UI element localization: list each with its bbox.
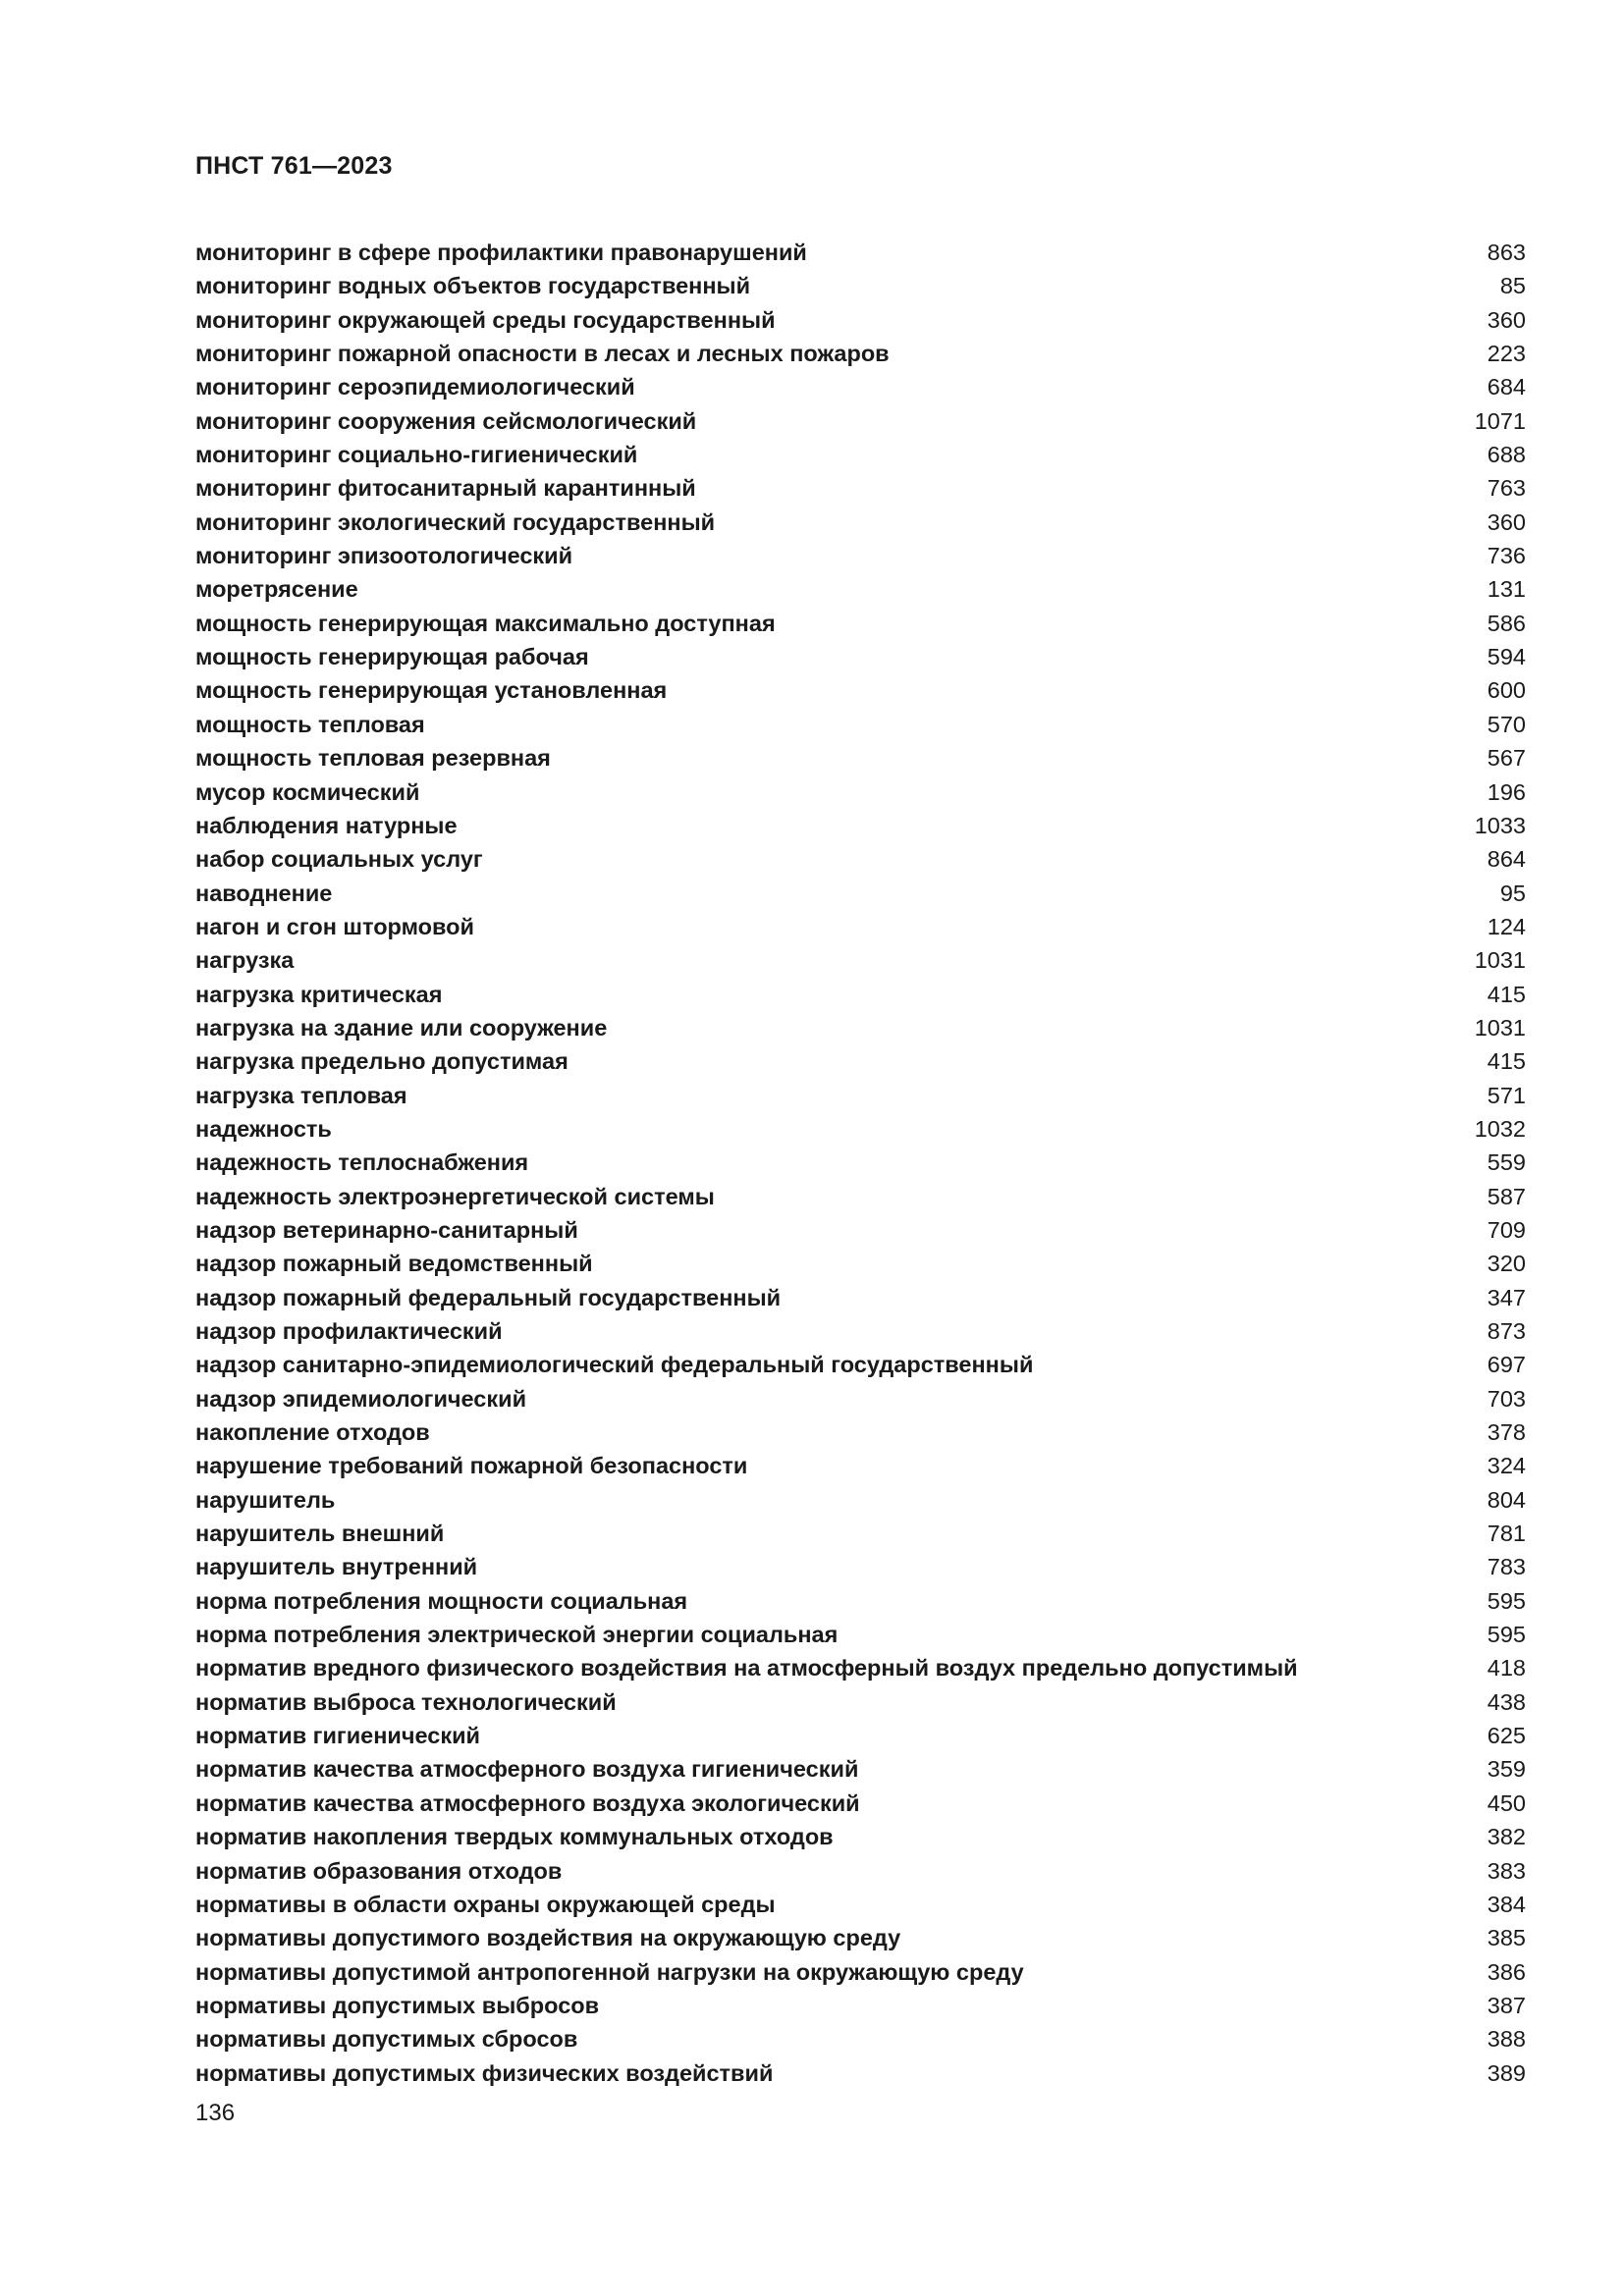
index-entry	[195, 1989, 1526, 2022]
index-term: нарушитель	[195, 1486, 336, 1513]
index-entry	[195, 1752, 1526, 1786]
index-entry	[195, 607, 1526, 640]
index-entry	[195, 506, 1526, 539]
index-page-ref: 763	[1487, 475, 1526, 502]
index-entry	[195, 673, 1526, 707]
index-entry	[195, 1044, 1526, 1078]
index-page-ref: 359	[1487, 1756, 1526, 1783]
index-term: наводнение	[195, 880, 333, 906]
index-entry	[195, 1180, 1526, 1213]
index-term: нарушитель внешний	[195, 1521, 445, 1547]
index-entry	[195, 910, 1526, 943]
index-term: мониторинг фитосанитарный карантинный	[195, 475, 696, 502]
index-entry	[195, 2056, 1526, 2090]
index-entry	[195, 877, 1526, 910]
index-entry	[195, 1213, 1526, 1247]
index-page-ref: 600	[1487, 677, 1526, 704]
index-page-ref: 783	[1487, 1554, 1526, 1580]
index-entry	[195, 1314, 1526, 1348]
index-term: нагрузка критическая	[195, 981, 443, 1007]
index-page-ref: 567	[1487, 745, 1526, 772]
index-page-ref: 1032	[1474, 1115, 1526, 1142]
index-page-ref: 873	[1487, 1318, 1526, 1344]
index-term: мусор космический	[195, 778, 420, 805]
index-term: мониторинг водных объектов государственный	[195, 273, 751, 299]
document-header: ПНСТ 761—2023	[195, 152, 393, 180]
index-term: надзор пожарный федеральный государственный	[195, 1284, 782, 1310]
page-number: 136	[195, 2100, 236, 2126]
index-page-ref: 95	[1499, 880, 1526, 906]
index-page-ref: 595	[1487, 1587, 1526, 1614]
index-entry	[195, 1685, 1526, 1719]
index-entry	[195, 1888, 1526, 1921]
index-term: мощность тепловая резервная	[195, 745, 551, 772]
index-page-ref: 1071	[1474, 407, 1526, 434]
index-term: надежность теплоснабжения	[195, 1149, 529, 1176]
index-page-ref: 85	[1499, 273, 1526, 299]
index-term: надежность электроэнергетической системы	[195, 1183, 715, 1209]
index-page-ref: 688	[1487, 442, 1526, 468]
index-entry	[195, 1921, 1526, 1954]
index-entry	[195, 1955, 1526, 1989]
index-entry	[195, 1854, 1526, 1888]
index-term: надзор ветеринарно-санитарный	[195, 1216, 578, 1243]
index-page-ref: 559	[1487, 1149, 1526, 1176]
index-entry	[195, 775, 1526, 809]
index-page-ref: 415	[1487, 1048, 1526, 1075]
index-page-ref: 703	[1487, 1385, 1526, 1412]
index-page-ref: 571	[1487, 1082, 1526, 1108]
index-entry	[195, 1719, 1526, 1752]
index-term: надзор санитарно-эпидемиологический федеральный государственный	[195, 1352, 1034, 1378]
index-page-ref: 320	[1487, 1251, 1526, 1277]
index-entry	[195, 303, 1526, 337]
index-term: нарушитель внутренний	[195, 1554, 478, 1580]
index-term: надзор пожарный ведомственный	[195, 1251, 593, 1277]
index-page-ref: 1031	[1474, 947, 1526, 974]
index-term: нагрузка предельно допустимая	[195, 1048, 568, 1075]
index-page-ref: 388	[1487, 2026, 1526, 2053]
index-term: набор социальных услуг	[195, 846, 483, 873]
index-entry	[195, 1348, 1526, 1381]
index-entry	[195, 1247, 1526, 1280]
index-entry	[195, 1281, 1526, 1314]
index-term: норматив качества атмосферного воздуха экологический	[195, 1789, 860, 1816]
index-term: мощность генерирующая максимально доступная	[195, 610, 776, 636]
index-page-ref: 804	[1487, 1486, 1526, 1513]
index-entry	[195, 1112, 1526, 1146]
index-entry	[195, 1517, 1526, 1550]
index-entry	[195, 1146, 1526, 1179]
index-page-ref: 347	[1487, 1284, 1526, 1310]
index-entry	[195, 2022, 1526, 2056]
index-term: мониторинг экологический государственный	[195, 508, 716, 535]
index-entry	[195, 640, 1526, 673]
index-term: мощность генерирующая рабочая	[195, 644, 589, 670]
index-entry	[195, 842, 1526, 876]
index-term: норма потребления мощности социальная	[195, 1587, 688, 1614]
index-term: норматив накопления твердых коммунальных отходов	[195, 1824, 834, 1850]
index-page-ref: 385	[1487, 1925, 1526, 1951]
index-term: норма потребления электрической энергии социальная	[195, 1622, 839, 1648]
index-term: мониторинг эпизоотологический	[195, 543, 573, 569]
index-term: нормативы допустимых выбросов	[195, 1992, 600, 2018]
index-entry	[195, 236, 1526, 269]
index-entry	[195, 1651, 1526, 1684]
index-entry	[195, 741, 1526, 774]
index-page-ref: 587	[1487, 1183, 1526, 1209]
index-term: мониторинг окружающей среды государственный	[195, 306, 776, 333]
index-page-ref: 387	[1487, 1992, 1526, 2018]
index-page-ref: 386	[1487, 1958, 1526, 1985]
index-page-ref: 1033	[1474, 812, 1526, 838]
index-entry	[195, 1079, 1526, 1112]
index-page-ref: 438	[1487, 1688, 1526, 1715]
index-page-ref: 383	[1487, 1857, 1526, 1884]
index-entry	[195, 978, 1526, 1011]
index-page-ref: 324	[1487, 1453, 1526, 1479]
index-page-ref: 382	[1487, 1824, 1526, 1850]
index-entry	[195, 1618, 1526, 1651]
index-page-ref: 223	[1487, 341, 1526, 367]
index-term: мониторинг сероэпидемиологический	[195, 374, 635, 400]
index-page-ref: 595	[1487, 1622, 1526, 1648]
index-term: нормативы допустимого воздействия на окружающую среду	[195, 1925, 901, 1951]
index-entry	[195, 1584, 1526, 1618]
index-term: мониторинг социально-гигиенический	[195, 442, 638, 468]
index-page-ref: 131	[1487, 576, 1526, 603]
index-term: накопление отходов	[195, 1419, 430, 1446]
index-page-ref: 625	[1487, 1723, 1526, 1749]
index-page-ref: 1031	[1474, 1014, 1526, 1041]
index-page-ref: 124	[1487, 913, 1526, 939]
index-term: норматив гигиенический	[195, 1723, 480, 1749]
index-entry	[195, 404, 1526, 438]
index-entry	[195, 1787, 1526, 1820]
index-entry	[195, 1550, 1526, 1583]
index-page-ref: 360	[1487, 508, 1526, 535]
index-entry	[195, 943, 1526, 977]
index-term: мониторинг пожарной опасности в лесах и лесных пожаров	[195, 341, 890, 367]
index-term: моретрясение	[195, 576, 358, 603]
index-term: наблюдения натурные	[195, 812, 458, 838]
index-term: норматив выброса технологический	[195, 1688, 617, 1715]
index-term: мониторинг в сфере профилактики правонарушений	[195, 240, 807, 265]
index-page-ref: 586	[1487, 610, 1526, 636]
index-page-ref: 594	[1487, 644, 1526, 670]
index-term: нормативы допустимой антропогенной нагрузки на окружающую среду	[195, 1958, 1024, 1985]
index-page-ref: 389	[1487, 2059, 1526, 2086]
index-entry	[195, 809, 1526, 842]
index-entry	[195, 1415, 1526, 1449]
index-term: нагрузка	[195, 947, 295, 974]
index-page-ref: 864	[1487, 846, 1526, 873]
index-term: надзор профилактический	[195, 1318, 503, 1344]
index-entry	[195, 1483, 1526, 1517]
index-page-ref: 378	[1487, 1419, 1526, 1446]
index-entry	[195, 1382, 1526, 1415]
index-entry	[195, 708, 1526, 741]
index-page-ref: 415	[1487, 981, 1526, 1007]
index-term: нагрузка тепловая	[195, 1082, 407, 1108]
index-term: мониторинг сооружения сейсмологический	[195, 407, 697, 434]
index-term: норматив образования отходов	[195, 1857, 563, 1884]
index-entry	[195, 337, 1526, 370]
index-term: мощность тепловая	[195, 711, 425, 737]
index-page-ref: 781	[1487, 1521, 1526, 1547]
index-page-ref: 450	[1487, 1789, 1526, 1816]
index-entry	[195, 1011, 1526, 1044]
index-page-ref: 384	[1487, 1891, 1526, 1917]
index-page-ref: 196	[1487, 778, 1526, 805]
index-term: надзор эпидемиологический	[195, 1385, 527, 1412]
index-term: нормативы допустимых физических воздействий	[195, 2059, 774, 2086]
index-list	[195, 236, 1526, 2090]
index-entry	[195, 269, 1526, 302]
index-page-ref: 863	[1487, 240, 1526, 265]
index-page-ref: 709	[1487, 1216, 1526, 1243]
index-entry	[195, 471, 1526, 505]
index-term: надежность	[195, 1115, 332, 1142]
index-page-ref: 570	[1487, 711, 1526, 737]
index-term: мощность генерирующая установленная	[195, 677, 668, 704]
index-page-ref: 697	[1487, 1352, 1526, 1378]
index-page-ref: 360	[1487, 306, 1526, 333]
index-page-ref: 418	[1487, 1655, 1526, 1682]
index-entry	[195, 1449, 1526, 1482]
index-term: нагон и сгон штормовой	[195, 913, 474, 939]
index-page-ref: 736	[1487, 543, 1526, 569]
index-entry	[195, 1820, 1526, 1853]
index-entry	[195, 539, 1526, 572]
index-entry	[195, 572, 1526, 606]
index-entry	[195, 370, 1526, 403]
index-page-ref: 684	[1487, 374, 1526, 400]
index-entry	[195, 438, 1526, 471]
index-term: нормативы допустимых сбросов	[195, 2026, 578, 2053]
index-term: норматив вредного физического воздействия на атмосферный воздух предельно допустимый	[195, 1655, 1298, 1682]
index-term: нарушение требований пожарной безопасности	[195, 1453, 748, 1479]
index-term: нормативы в области охраны окружающей среды	[195, 1891, 776, 1917]
index-term: нагрузка на здание или сооружение	[195, 1014, 608, 1041]
index-term: норматив качества атмосферного воздуха гигиенический	[195, 1756, 859, 1783]
